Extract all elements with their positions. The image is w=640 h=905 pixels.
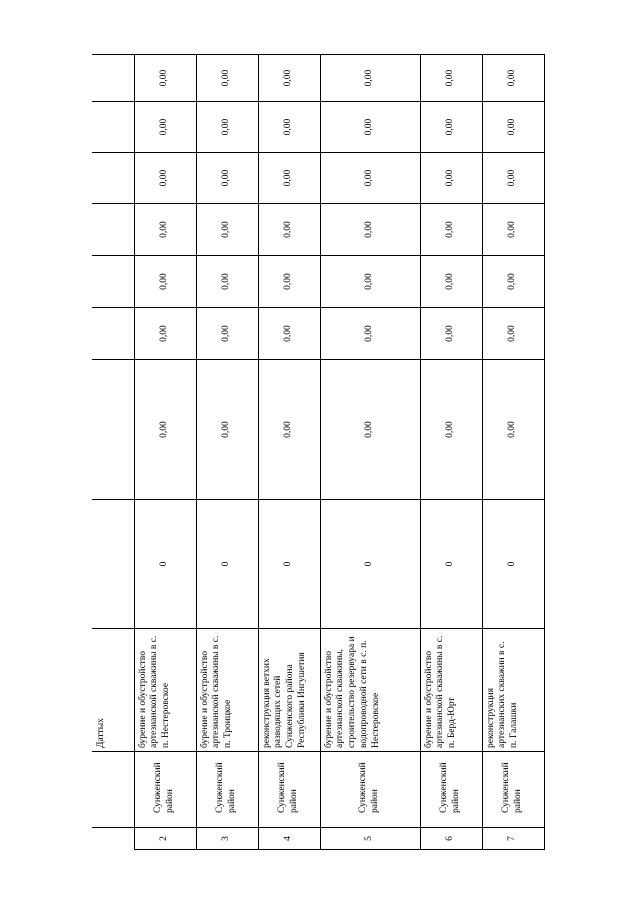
value-cell-3: 0,00 <box>134 256 196 308</box>
object-description-cell: бурение и обустройство артезианской скважины в с. п. Троицкое <box>196 629 258 752</box>
table-row <box>320 55 420 850</box>
header-cell-count <box>92 500 134 629</box>
value-cell-1: 0,00 <box>134 360 196 500</box>
count-cell: 0 <box>420 500 482 629</box>
table-row <box>134 55 196 850</box>
value-cell-5: 0,00 <box>420 153 482 204</box>
rotated-table-container <box>92 55 533 850</box>
count-cell: 0 <box>320 500 420 629</box>
value-cell-7: 0,00 <box>134 55 196 102</box>
value-cell-6: 0,00 <box>320 102 420 153</box>
count-cell: 0 <box>196 500 258 629</box>
row-number-cell: 2 <box>134 828 196 850</box>
table-row <box>482 55 544 850</box>
object-description-cell: бурение и обустройство артезианской скважины, строительство резервуара и водопроводной сети в с. п. Нестеровское <box>320 629 420 752</box>
row-number-cell: 7 <box>482 828 544 850</box>
value-cell-1: 0,00 <box>258 360 320 500</box>
table-row <box>258 55 320 850</box>
row-number-cell: 6 <box>420 828 482 850</box>
count-cell: 0 <box>134 500 196 629</box>
header-cell-value-5 <box>92 153 134 204</box>
row-number-cell: 4 <box>258 828 320 850</box>
table-row <box>196 55 258 850</box>
value-cell-2: 0,00 <box>196 308 258 360</box>
value-cell-4: 0,00 <box>134 204 196 256</box>
district-cell: Сунженский район <box>134 752 196 828</box>
object-description-cell: бурение и обустройство артезианской скважины в с. п. Берд-Юрт <box>420 629 482 752</box>
header-cell-value-7 <box>92 55 134 102</box>
value-cell-2: 0,00 <box>320 308 420 360</box>
district-cell: Сунженский район <box>482 752 544 828</box>
value-cell-1: 0,00 <box>320 360 420 500</box>
district-cell: Сунженский район <box>320 752 420 828</box>
value-cell-2: 0,00 <box>420 308 482 360</box>
header-cell-num <box>92 828 134 850</box>
table-header-row <box>92 55 134 850</box>
row-number-cell: 3 <box>196 828 258 850</box>
district-cell: Сунженский район <box>420 752 482 828</box>
value-cell-3: 0,00 <box>420 256 482 308</box>
district-cell: Сунженский район <box>196 752 258 828</box>
count-cell: 0 <box>482 500 544 629</box>
header-cell-value-3 <box>92 256 134 308</box>
value-cell-1: 0,00 <box>482 360 544 500</box>
value-cell-1: 0,00 <box>196 360 258 500</box>
object-description-cell: реконструкция ветхих разводящих сетей Сунженского района Республики Ингушетия <box>258 629 320 752</box>
header-cell-value-4 <box>92 204 134 256</box>
header-cell-value-2 <box>92 308 134 360</box>
value-cell-4: 0,00 <box>196 204 258 256</box>
value-cell-1: 0,00 <box>420 360 482 500</box>
value-cell-3: 0,00 <box>320 256 420 308</box>
header-cell-value-6 <box>92 102 134 153</box>
object-description-cell: бурение и обустройство артезианской скважины в с. п. Нестеровское <box>134 629 196 752</box>
table-row <box>420 55 482 850</box>
value-cell-4: 0,00 <box>258 204 320 256</box>
value-cell-7: 0,00 <box>420 55 482 102</box>
header-text: Даттых <box>96 718 106 748</box>
value-cell-5: 0,00 <box>196 153 258 204</box>
value-cell-4: 0,00 <box>320 204 420 256</box>
row-number-cell: 5 <box>320 828 420 850</box>
value-cell-6: 0,00 <box>134 102 196 153</box>
value-cell-6: 0,00 <box>196 102 258 153</box>
value-cell-7: 0,00 <box>482 55 544 102</box>
header-cell-object <box>92 629 134 752</box>
count-cell: 0 <box>258 500 320 629</box>
value-cell-4: 0,00 <box>482 204 544 256</box>
value-cell-3: 0,00 <box>482 256 544 308</box>
value-cell-6: 0,00 <box>420 102 482 153</box>
value-cell-6: 0,00 <box>258 102 320 153</box>
value-cell-5: 0,00 <box>482 153 544 204</box>
value-cell-3: 0,00 <box>258 256 320 308</box>
district-cell: Сунженский район <box>258 752 320 828</box>
value-cell-2: 0,00 <box>258 308 320 360</box>
value-cell-2: 0,00 <box>482 308 544 360</box>
value-cell-3: 0,00 <box>196 256 258 308</box>
header-cell-value-1 <box>92 360 134 500</box>
value-cell-7: 0,00 <box>196 55 258 102</box>
value-cell-6: 0,00 <box>482 102 544 153</box>
value-cell-2: 0,00 <box>134 308 196 360</box>
object-description-cell: реконструкция артезианских скважин в с. п. Галашки <box>482 629 544 752</box>
value-cell-5: 0,00 <box>258 153 320 204</box>
value-cell-7: 0,00 <box>320 55 420 102</box>
value-cell-4: 0,00 <box>420 204 482 256</box>
value-cell-7: 0,00 <box>258 55 320 102</box>
header-cell-district <box>92 752 134 828</box>
value-cell-5: 0,00 <box>320 153 420 204</box>
financing-table <box>92 54 545 850</box>
value-cell-5: 0,00 <box>134 153 196 204</box>
